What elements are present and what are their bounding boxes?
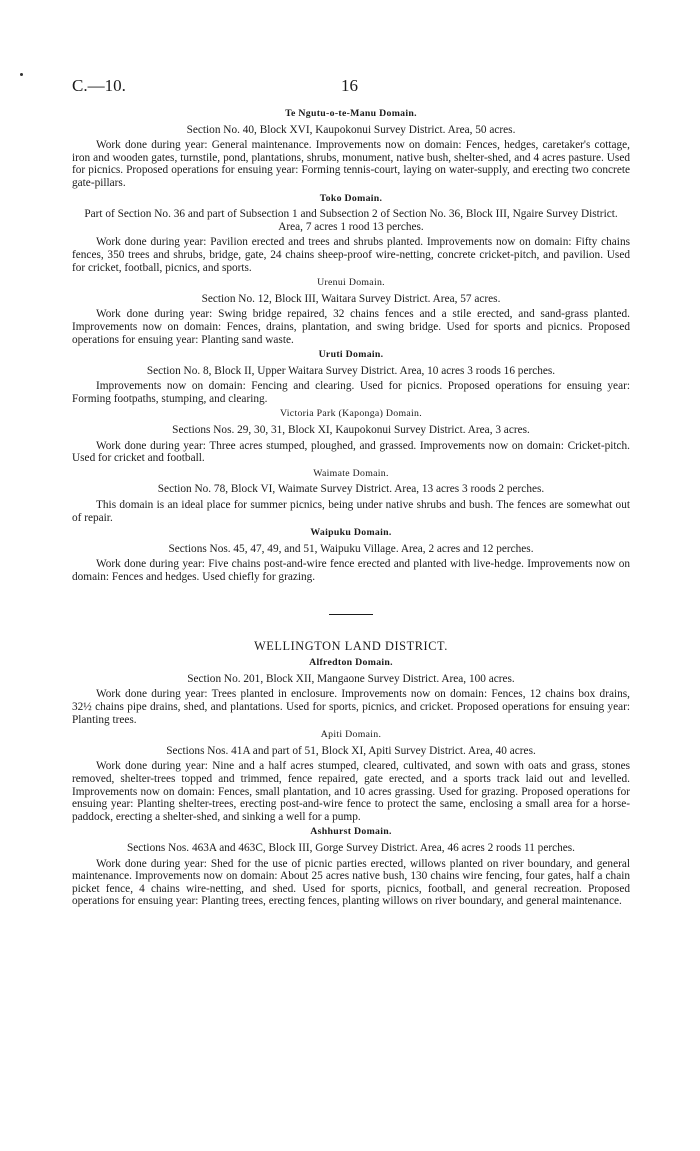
report-code: C.—10. [72, 76, 126, 95]
section-divider [329, 614, 373, 615]
domain-body: Work done during year: Pavilion erected and trees and shrubs planted. Improvements now on domain: Fifty chains fences, 350 trees and shrubs, bridge, gate, 24 chains sheep-proof wire-netting, concrete cricket-pitch, and pavilion. Used for cricket, football, picnics, and sports. [72, 236, 630, 274]
domain-body: Work done during year: Trees planted in enclosure. Improvements now on domain: Fences, 12 chains box drains, 32½ chains pipe drains, shed, and plantations. Used for sports, picnics, and cricket. Proposed operations for ensuing year: Planting trees. [72, 688, 630, 726]
domain-section: Part of Section No. 36 and part of Subsection 1 and Subsection 2 of Section No. 36, Block III, Ngaire Survey District. Area, 7 acres 1 rood 13 perches. [84, 208, 618, 233]
domain-title: Alfredton Domain. [309, 657, 393, 669]
domain-title: Te Ngutu-o-te-Manu Domain. [285, 108, 417, 119]
domain-body: This domain is an ideal place for summer picnics, being under native shrubs and bush. The fences are somewhat out of repair. [72, 499, 630, 524]
domain-entry [72, 408, 630, 464]
domain-body: Work done during year: Shed for the use of picnic parties erected, willows planted on river boundary, and general maintenance. Improvements now on domain: About 25 acres native bush, 130 chains wire fencing, four gates, half a chain picket fence, 4 chains wire-netting, and shed. Used for sports, picnics, football, and general recreation. Proposed operations for ensuing year: Planting trees, erecting fences, planting willows on river boundary, and general maintenance. [72, 857, 630, 908]
domain-body: Work done during year: Swing bridge repaired, 32 chains fences and a stile erected, and sand-grass planted. Improvements now on domain: Fences, drains, plantation, and swing bridge. Used for sports and picnics. Proposed operations for ensuing year: Planting sand waste. [72, 308, 630, 346]
margin-mark [20, 73, 23, 76]
domain-entry [72, 729, 630, 823]
domain-body: Work done during year: Five chains post-and-wire fence erected and planted with live-hedge. Improvements now on domain: Fences and hedges. Used chiefly for grazing. [72, 558, 630, 583]
domain-section: Sections Nos. 45, 47, 49, and 51, Waipuku Village. Area, 2 acres and 12 perches. [168, 542, 534, 555]
domain-entry [72, 527, 630, 583]
domain-title: Apiti Domain. [320, 729, 382, 741]
domain-title: Uruti Domain. [318, 349, 384, 361]
domain-section: Section No. 8, Block II, Upper Waitara Survey District. Area, 10 acres 3 roods 16 perches. [146, 364, 556, 377]
domain-section: Sections Nos. 41A and part of 51, Block XI, Apiti Survey District. Area, 40 acres. [166, 744, 536, 757]
domain-entry [72, 826, 630, 908]
domain-entry [72, 349, 630, 405]
domain-entry [72, 277, 630, 346]
domain-title: Urenui Domain. [317, 277, 385, 289]
domain-title: Victoria Park (Kaponga) Domain. [279, 408, 423, 420]
domain-section: Sections Nos. 29, 30, 31, Block XI, Kaupokonui Survey District. Area, 3 acres. [172, 424, 530, 437]
domain-section: Section No. 201, Block XII, Mangaone Survey District. Area, 100 acres. [187, 672, 515, 685]
domain-entry [72, 468, 630, 524]
domain-body: Work done during year: Nine and a half acres stumped, cleared, cultivated, and sown with oats and grass, stones removed, shelter-trees topped and trimmed, fence repaired, gate erected, and a sports track laid out and levelled. Improvements now on domain: Fences, small plantation, and 10 acres grassing. Used for grazing. Proposed operations for ensuing year: Planting shelter-trees, erecting post-and-wire fence to protect the same, enclosing a small area for a horse-paddock, erecting a shelter-shed, and sinking a well for a pump. [72, 760, 630, 823]
domain-body: Work done during year: General maintenance. Improvements now on domain: Fences, hedges, caretaker's cottage, iron and wooden gates, turnstile, pond, plantations, shrubs, monument, native bush, shelter-shed, and 4 acres pasture. Used for picnics. Proposed operations for ensuing year: Forming tennis-court, laying on water-supply, and erecting two concrete gate-pillars. [72, 139, 630, 189]
domain-entry [72, 193, 630, 275]
domain-entry [72, 108, 630, 190]
page-number: 16 [341, 76, 358, 95]
domain-section: Section No. 78, Block VI, Waimate Survey District. Area, 13 acres 3 roods 2 perches. [157, 483, 545, 496]
domain-section: Section No. 40, Block XVI, Kaupokonui Survey District. Area, 50 acres. [186, 123, 516, 136]
domain-body: Improvements now on domain: Fencing and clearing. Used for picnics. Proposed operations for ensuing year: Forming footpaths, stumping, and clearing. [72, 380, 630, 405]
domain-entry [72, 657, 630, 726]
domain-title: Ashhurst Domain. [310, 826, 392, 838]
domain-body: Work done during year: Three acres stumped, ploughed, and grassed. Improvements now on domain: Cricket-pitch. Used for cricket and football. [72, 439, 630, 465]
district-heading: WELLINGTON LAND DISTRICT. [254, 638, 448, 653]
domain-title: Toko Domain. [319, 192, 383, 204]
domain-title: Waipuku Domain. [310, 527, 392, 539]
domain-title: Waimate Domain. [313, 467, 389, 479]
domain-section: Sections Nos. 463A and 463C, Block III, Gorge Survey District. Area, 46 acres 2 roods 11 perches. [126, 841, 576, 854]
domain-section: Section No. 12, Block III, Waitara Survey District. Area, 57 acres. [201, 292, 501, 305]
page-content [72, 108, 630, 911]
